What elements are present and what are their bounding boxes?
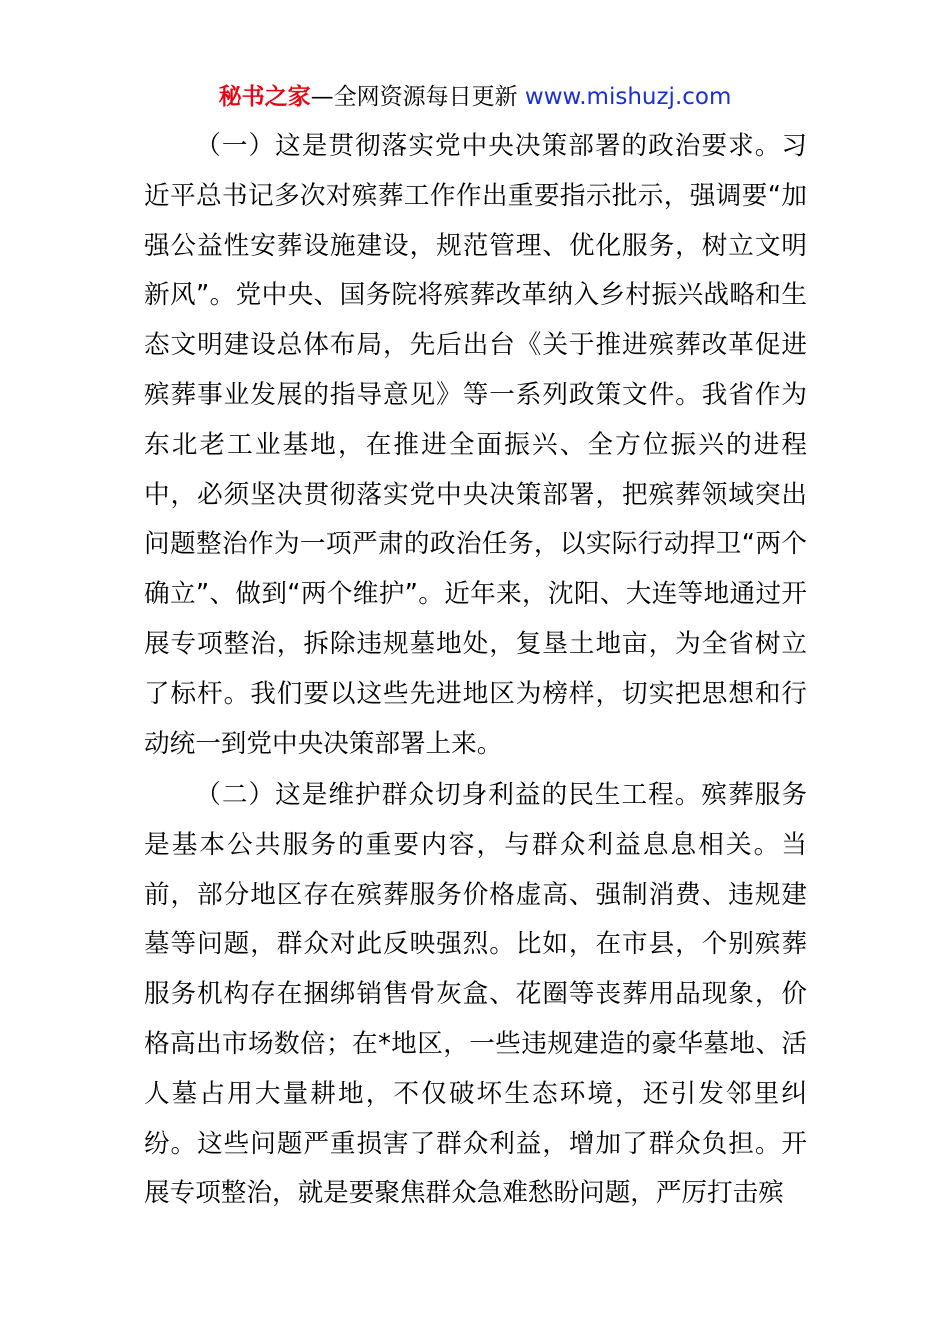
site-tagline: —全网资源每日更新 xyxy=(310,84,518,110)
site-brand: 秘书之家 xyxy=(218,84,311,110)
paragraph-1: （一）这是贯彻落实党中央决策部署的政治要求。习近平总书记多次对殡葬工作作出重要指示批示，强调要“加强公益性安葬设施建设，规范管理、优化服务，树立文明新风”。党中央、国务院将殡葬改革纳入乡村振兴战略和生态文明建设总体布局，先后出台《关于推进殡葬改革促进殡葬事业发展的指导意见》等一系列政策文件。我省作为东北老工业基地，在推进全面振兴、全方位振兴的进程中，必须坚决贯彻落实党中央决策部署，把殡葬领域突出问题整治作为一项严肃的政治任务，以实际行动捍卫“两个确立”、做到“两个维护”。近年来，沈阳、大连等地通过开展专项整治，拆除违规墓地处，复垦土地亩，为全省树立了标杆。我们要以这些先进地区为榜样，切实把思想和行动统一到党中央决策部署上来。 xyxy=(144,131,807,759)
paragraph-2: （二）这是维护群众切身利益的民生工程。殡葬服务是基本公共服务的重要内容，与群众利益息息相关。当前，部分地区存在殡葬服务价格虚高、强制消费、违规建墓等问题，群众对此反映强烈。比如，在市县，个别殡葬服务机构存在捆绑销售骨灰盒、花圈等丧葬用品现象，价格高出市场数倍；在*地区，一些违规建造的豪华墓地、活人墓占用大量耕地，不仅破坏生态环境，还引发邻里纠纷。这些问题严重损害了群众利益，增加了群众负担。开展专项整治，就是要聚焦群众急难愁盼问题，严厉打击殡 xyxy=(144,780,807,1209)
site-url-link[interactable]: www.mishuzj.com xyxy=(524,84,732,110)
site-header xyxy=(0,82,950,112)
